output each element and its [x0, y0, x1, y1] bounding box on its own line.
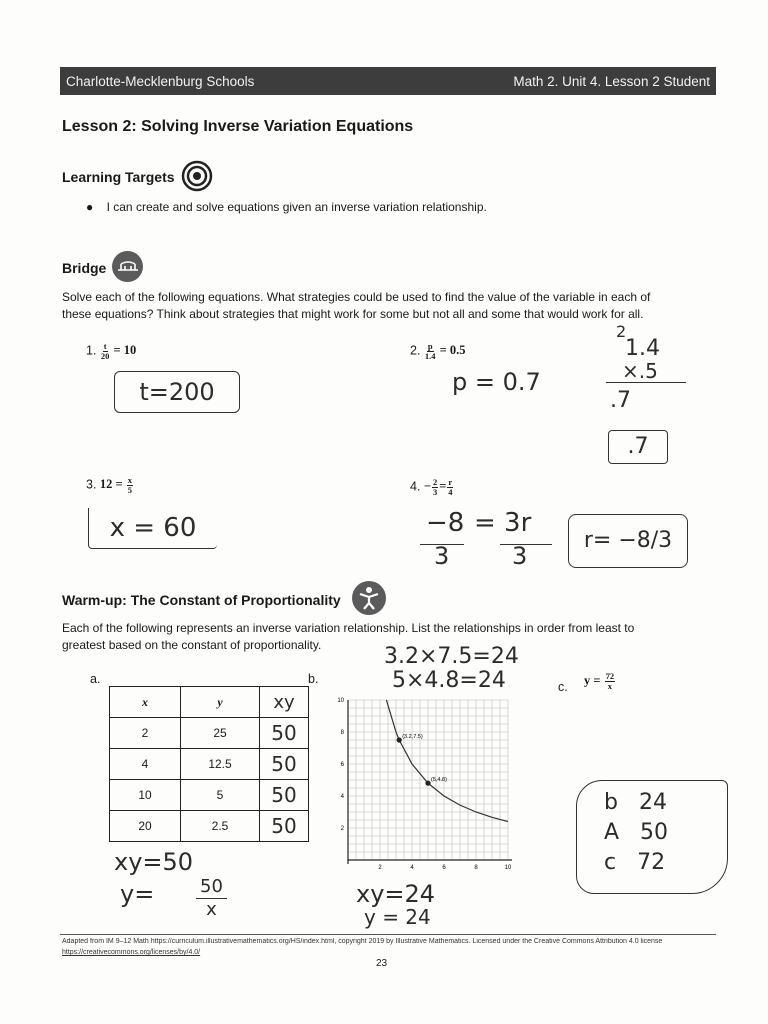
header-bar [60, 67, 716, 95]
problem-2: 2. $\frac{p}{1.4}$ = 0.5 [410, 341, 466, 361]
answer-1: t=200 [114, 371, 240, 413]
header-left: Charlotte-Mecklenburg Schools [66, 73, 255, 89]
work-4-right-bot: 3 [512, 542, 528, 570]
y-tick-label: 4 [340, 794, 344, 800]
hand-a-fraction: 50 x [196, 876, 227, 921]
data-point [397, 737, 402, 742]
x-tick-label: 8 [474, 865, 478, 871]
bridge-instructions: Solve each of the following equations. What strategies could be used to find the value of the variable in each of these equations? Think about strategies that might work for some but not all and some that would work for all. [62, 290, 651, 321]
series-line [386, 700, 508, 822]
answer-2: p = 0.7 [452, 368, 541, 396]
hand-b-work2: 5×4.8=24 [392, 668, 506, 693]
data-point-label: (5,4.8) [431, 777, 447, 784]
graph-b [330, 692, 520, 872]
ranking-item: c 72 [604, 850, 666, 875]
bridge-heading: Bridge [62, 260, 107, 276]
table-header-y: y [181, 687, 260, 718]
y-tick-label: 8 [340, 730, 344, 736]
x-tick-label: 2 [378, 865, 382, 871]
y-tick-label: 6 [340, 762, 344, 768]
warmup-heading: Warm-up: The Constant of Proportionality [62, 592, 341, 608]
problem-1: 1. $\frac{t}{20}$ = 10 [86, 341, 137, 361]
work-4-left-top: −8 [426, 508, 465, 538]
table-header-row [110, 687, 309, 718]
header-right: Math 2. Unit 4. Lesson 2 Student [513, 73, 710, 89]
label-a: a. [90, 672, 101, 686]
work-2-line2: ×.5 [622, 359, 658, 383]
hand-a-line1: xy=50 [114, 848, 194, 876]
footer-attribution: Adapted from IM 9–12 Math https://curriculum.illustrativemathematics.org/HS/index.html, copyright 2019 by Illustrative Mathematics. Licensed under the Creative Commons Attribution 4.0 license [62, 938, 663, 945]
table-header-xy: xy [260, 687, 309, 718]
bridge-icon [112, 251, 143, 282]
work-2-boxed: .7 [608, 430, 668, 464]
table-a [109, 686, 309, 842]
table-row: 20 2.5 50 [110, 811, 309, 842]
footer-rule [60, 934, 716, 935]
data-point [425, 781, 430, 786]
table-row: 10 5 50 [110, 780, 309, 811]
x-tick-label: 4 [410, 865, 414, 871]
ranking-list [604, 788, 668, 878]
hand-a-line2: y= [120, 880, 155, 908]
answer-4: r= −8/3 [568, 514, 688, 568]
work-4-left-bot: 3 [434, 542, 450, 570]
work-2-top: 2 [616, 322, 627, 341]
x-tick-label: 10 [504, 865, 512, 871]
warmup-instructions: Each of the following represents an inverse variation relationship. List the relationships in order from least to greatest based on the constant of proportionality. [62, 621, 635, 652]
footer-license-link[interactable]: https://creativecommons.org/licenses/by/4.0/ [62, 949, 201, 956]
learning-target-item: ● I can create and solve equations given an inverse variation relationship. [86, 200, 487, 214]
problem-4: 4. − $\frac{2}{3}$ = $\frac{r}{4}$ [410, 477, 453, 497]
bullet-icon: ● [86, 200, 107, 214]
work-4-mid: = 3r [474, 508, 532, 538]
y-tick-label: 2 [340, 826, 344, 832]
learning-targets-heading: Learning Targets [62, 169, 175, 185]
answer-3: x = 60 [88, 508, 217, 549]
lesson-title: Lesson 2: Solving Inverse Variation Equations [62, 118, 414, 135]
table-row: 4 12.5 50 [110, 749, 309, 780]
hand-b-work1: 3.2×7.5=24 [384, 644, 519, 669]
target-icon [181, 160, 213, 192]
page-number: 23 [376, 958, 388, 969]
equation-c: y = $\frac{72}{x}$ [584, 671, 615, 691]
label-b: b. [308, 672, 319, 686]
data-point-label: (3.2,7.5) [402, 734, 423, 740]
work-2-line1: 1.4 [625, 336, 660, 361]
hand-b-line2: y = 24 [364, 905, 431, 929]
person-icon [352, 581, 386, 615]
ranking-item: b 24 [604, 790, 667, 815]
problem-3: 3. 12 = $\frac{x}{5}$ [86, 475, 133, 495]
work-2-result: .7 [610, 388, 631, 413]
table-header-x: x [110, 687, 181, 718]
x-tick-label: 6 [442, 865, 446, 871]
table-row: 2 25 50 [110, 718, 309, 749]
ranking-item: A 50 [604, 820, 669, 845]
hand-b-line1: xy=24 [356, 880, 436, 908]
work-2-rule [606, 382, 686, 383]
label-c: c. [558, 680, 568, 694]
y-tick-label: 10 [337, 698, 344, 704]
